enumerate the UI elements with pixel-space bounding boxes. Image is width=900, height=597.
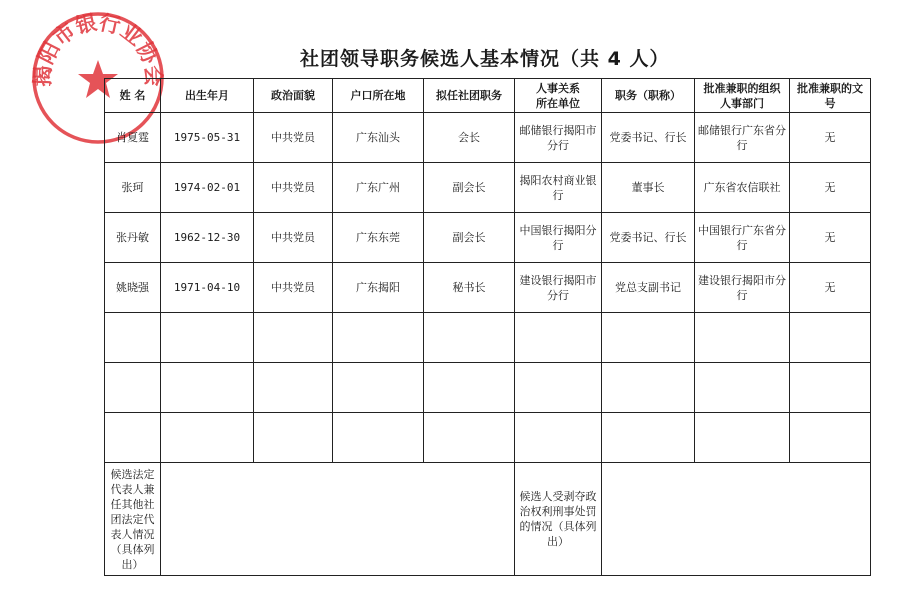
empty-cell [515,413,602,463]
table-cell: 无 [790,113,871,163]
criminal-penalty-label: 候选人受剥夺政治权利刑事处罚的情况（具体列出） [515,463,602,576]
table-cell: 秘书长 [424,263,515,313]
table-cell: 中国银行揭阳分行 [515,213,602,263]
empty-cell [333,413,424,463]
column-header: 政治面貌 [254,79,333,113]
table-cell: 揭阳农村商业银行 [515,163,602,213]
table-cell: 肖夏霆 [105,113,161,163]
empty-cell [602,313,695,363]
empty-row [105,313,871,363]
empty-cell [333,313,424,363]
table-cell: 1975-05-31 [161,113,254,163]
table-row [105,163,871,213]
table-cell: 1962-12-30 [161,213,254,263]
empty-cell [695,363,790,413]
empty-cell [790,363,871,413]
concurrent-legal-rep-label: 候选法定代表人兼任其他社团法定代表人情况（具体列出） [105,463,161,576]
column-header: 户口所在地 [333,79,424,113]
column-header: 拟任社团职务 [424,79,515,113]
column-header: 批准兼职的文号 [790,79,871,113]
table-cell: 党委书记、行长 [602,113,695,163]
column-header: 职务（职称） [602,79,695,113]
empty-cell [424,363,515,413]
empty-cell [254,363,333,413]
empty-cell [161,413,254,463]
empty-cell [424,413,515,463]
empty-row [105,363,871,413]
table-cell: 广东揭阳 [333,263,424,313]
table-cell: 中共党员 [254,113,333,163]
table-row [105,213,871,263]
empty-cell [695,313,790,363]
table-cell: 董事长 [602,163,695,213]
empty-cell [333,363,424,413]
empty-cell [515,363,602,413]
table-cell: 广东省农信联社 [695,163,790,213]
table-cell: 广东广州 [333,163,424,213]
empty-cell [254,313,333,363]
table-cell: 建设银行揭阳市分行 [695,263,790,313]
empty-row [105,413,871,463]
column-header: 人事关系 所在单位 [515,79,602,113]
table-cell: 姚晓强 [105,263,161,313]
table-cell: 中共党员 [254,263,333,313]
table-cell: 中国银行广东省分行 [695,213,790,263]
table-cell: 邮储银行揭阳市分行 [515,113,602,163]
table-cell: 邮储银行广东省分行 [695,113,790,163]
table-cell: 广东东莞 [333,213,424,263]
table-cell: 无 [790,263,871,313]
column-header: 出生年月 [161,79,254,113]
empty-cell [602,413,695,463]
empty-cell [424,313,515,363]
table-cell: 党总支副书记 [602,263,695,313]
page-title: 社团领导职务候选人基本情况（共 4 人） [300,48,670,70]
table-cell: 建设银行揭阳市分行 [515,263,602,313]
table-row [105,113,871,163]
concurrent-legal-rep-value [161,463,515,576]
table-cell: 张珂 [105,163,161,213]
column-header: 姓 名 [105,79,161,113]
table-cell: 无 [790,163,871,213]
table-cell: 副会长 [424,213,515,263]
table-cell: 1971-04-10 [161,263,254,313]
header-row [105,79,871,113]
empty-cell [161,313,254,363]
table-cell: 中共党员 [254,163,333,213]
empty-cell [790,313,871,363]
bottom-row [105,463,871,576]
empty-cell [161,363,254,413]
criminal-penalty-value [602,463,871,576]
svg-text:揭阳市银行业协会: 揭阳市银行业协会 [30,10,166,87]
empty-cell [254,413,333,463]
empty-cell [602,363,695,413]
table-cell: 张丹敏 [105,213,161,263]
empty-cell [105,313,161,363]
table-cell: 广东汕头 [333,113,424,163]
table-cell: 党委书记、行长 [602,213,695,263]
empty-cell [105,363,161,413]
table-cell: 中共党员 [254,213,333,263]
empty-cell [695,413,790,463]
candidate-table [104,78,871,576]
empty-cell [105,413,161,463]
table-cell: 会长 [424,113,515,163]
table-cell: 无 [790,213,871,263]
column-header: 批准兼职的组织 人事部门 [695,79,790,113]
table-cell: 副会长 [424,163,515,213]
table-cell: 1974-02-01 [161,163,254,213]
empty-cell [790,413,871,463]
table-row [105,263,871,313]
empty-cell [515,313,602,363]
